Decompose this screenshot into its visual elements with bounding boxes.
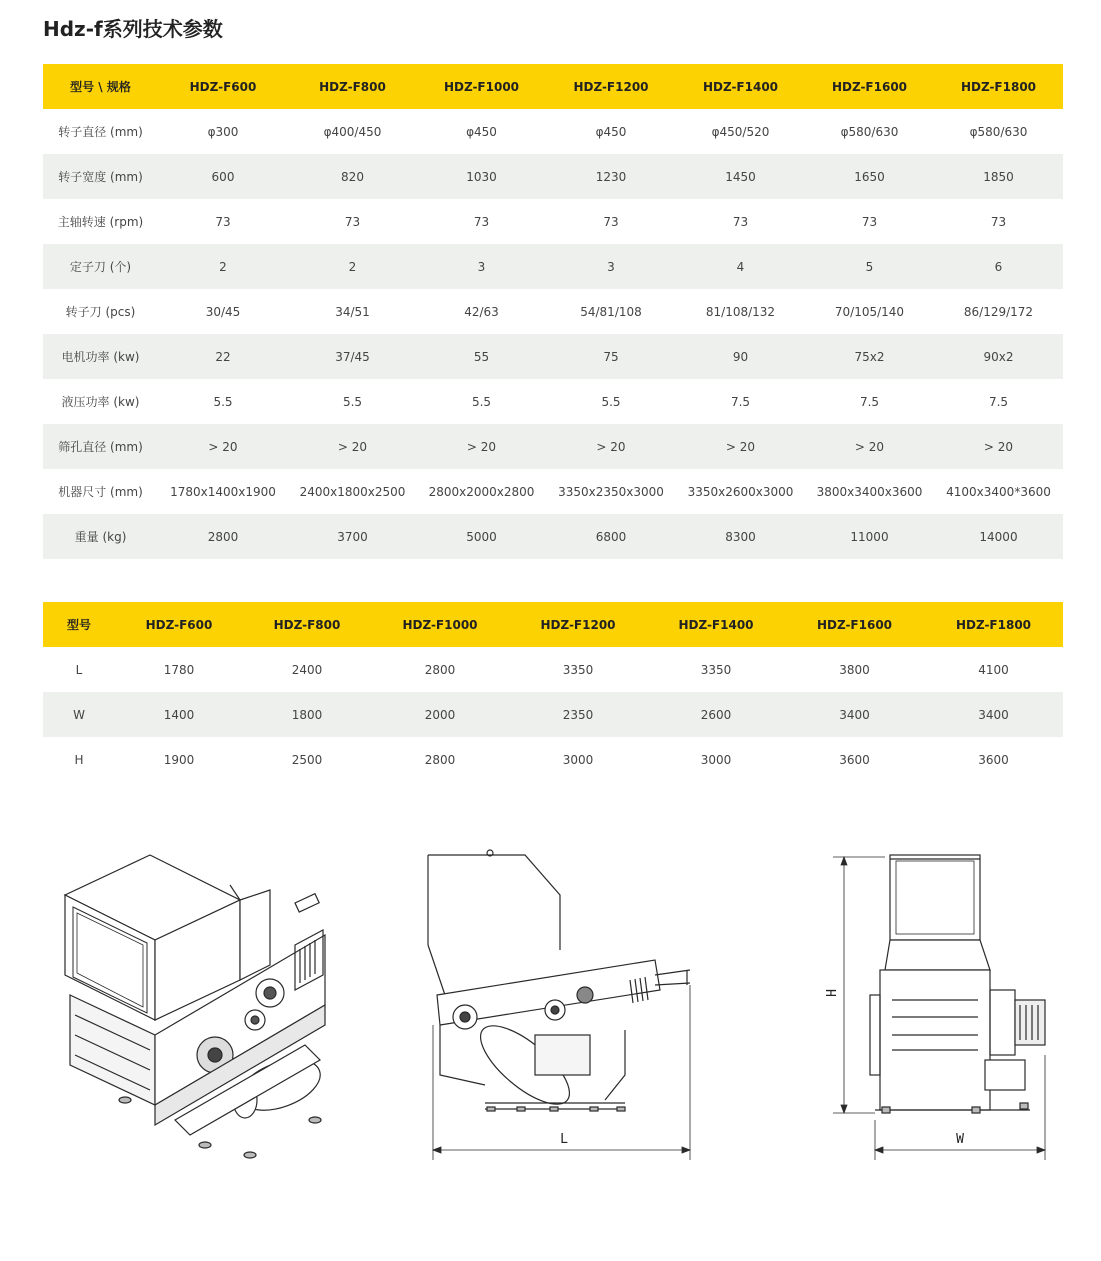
value-cell: 1650 [805,154,934,199]
dimension-header-model: HDZ-F600 [115,602,243,647]
spec-header-label: 型号 \ 规格 [43,64,158,109]
table-row [43,469,1063,514]
row-label-cell: W [43,692,115,737]
value-cell: 1780 [163,662,195,677]
value-cell: 73 [344,214,361,229]
spec-header-model: HDZ-F800 [288,64,417,109]
value-cell: 73 [603,214,619,229]
value-cell: 3400 [785,692,924,737]
value-cell: 2800 [158,514,288,559]
value-cell: > 20 [158,424,288,469]
value-cell: 2400 [291,662,323,677]
value-cell: 1400 [115,692,243,737]
row-label-cell: 定子刀 (个) [43,244,158,289]
value-cell: 5.5 [213,394,233,409]
value-cell: 2800x2000x2800 [428,484,535,499]
value-cell: 2 [158,244,288,289]
value-cell: φ450 [595,124,627,139]
value-cell: 75x2 [805,334,934,379]
value-cell: 2800 [424,752,456,767]
value-cell: 2600 [647,692,785,737]
length-dimension-label: L [560,1132,568,1147]
value-cell: 5000 [417,514,546,559]
machine-side-drawing [425,845,700,1165]
row-label-cell: 转子直径 (mm) [58,125,143,139]
table-row [43,199,1063,244]
value-cell: 1780x1400x1900 [170,484,276,499]
value-cell: > 20 [546,424,676,469]
spec-header-model: HDZ-F600 [158,64,288,109]
value-cell: 3350 [700,662,732,677]
value-cell: 2800 [424,662,456,677]
dimension-table [43,602,1063,782]
value-cell: 22 [158,334,288,379]
value-cell: > 20 [934,424,1063,469]
value-cell: 600 [158,154,288,199]
machine-front-drawing [825,845,1050,1165]
table-row [43,244,1063,289]
value-cell: > 20 [417,424,546,469]
value-cell: 1850 [934,154,1063,199]
row-label-cell: L [75,662,83,677]
value-cell: φ450 [466,124,497,139]
value-cell: 1800 [243,692,371,737]
value-cell: 73 [215,214,231,229]
value-cell: 5.5 [471,394,492,409]
spec-header-model: HDZ-F1800 [934,64,1063,109]
table-row [43,692,1063,737]
value-cell: φ400/450 [323,124,382,139]
value-cell: 3800x3400x3600 [816,484,923,499]
spec-header-model: HDZ-F1400 [676,64,805,109]
value-cell: 3 [417,244,546,289]
table-row [43,109,1063,154]
value-cell: φ450/520 [711,124,770,139]
machine-isometric-drawing [55,845,335,1165]
value-cell: > 20 [805,424,934,469]
value-cell: 30/45 [205,304,241,319]
row-label-cell: 筛孔直径 (mm) [43,424,158,469]
dimension-header-model: HDZ-F800 [243,602,371,647]
value-cell: 2350 [509,692,647,737]
table-row [43,379,1063,424]
value-cell: 37/45 [288,334,417,379]
width-dimension-label: W [956,1132,964,1147]
value-cell: 3800 [839,662,870,677]
value-cell: 75 [546,334,676,379]
value-cell: 81/108/132 [705,304,776,319]
value-cell: 3600 [839,752,870,767]
value-cell: 2 [288,244,417,289]
value-cell: 2000 [371,692,509,737]
row-label-cell: 转子宽度 (mm) [43,154,158,199]
value-cell: 3400 [924,692,1063,737]
dimension-header-label: 型号 [43,602,115,647]
value-cell: 3 [546,244,676,289]
table-row [43,334,1063,379]
value-cell: 5.5 [601,394,621,409]
row-label-cell: 机器尺寸 (mm) [58,485,143,499]
value-cell: 4 [676,244,805,289]
spec-table [43,64,1063,559]
value-cell: 14000 [934,514,1063,559]
value-cell: 6800 [546,514,676,559]
value-cell: 1230 [546,154,676,199]
value-cell: 1900 [163,752,195,767]
value-cell: 90 [676,334,805,379]
table-row [43,737,1063,782]
value-cell: 3350 [562,662,594,677]
value-cell: 7.5 [730,394,751,409]
dimension-header-model: HDZ-F1400 [647,602,785,647]
value-cell: 54/81/108 [580,304,642,319]
spec-header-model: HDZ-F1200 [546,64,676,109]
row-label-cell: 主轴转速 (rpm) [57,215,144,229]
value-cell: 6 [934,244,1063,289]
row-label-cell: H [74,752,84,767]
value-cell: 73 [990,214,1007,229]
value-cell: 7.5 [859,394,880,409]
value-cell: 55 [417,334,546,379]
value-cell: 4100 [978,662,1009,677]
row-label-cell: 电机功率 (kw) [43,334,158,379]
spec-header-model: HDZ-F1600 [805,64,934,109]
dimension-header-model: HDZ-F1000 [371,602,509,647]
value-cell: > 20 [288,424,417,469]
value-cell: 7.5 [988,394,1009,409]
value-cell: 3000 [700,752,732,767]
value-cell: 3350x2350x3000 [558,484,664,499]
row-label-cell: 重量 (kg) [43,514,158,559]
value-cell: 73 [473,214,490,229]
value-cell: 5.5 [342,394,363,409]
row-label-cell: 转子刀 (pcs) [65,305,136,319]
table-row [43,424,1063,469]
value-cell: 5 [805,244,934,289]
page-title: Hdz-f系列技术参数 [43,17,223,41]
value-cell: 3600 [978,752,1009,767]
dimension-header-model: HDZ-F1600 [785,602,924,647]
table-row [43,514,1063,559]
value-cell: φ580/630 [840,124,899,139]
value-cell: 2400x1800x2500 [299,484,406,499]
value-cell: 42/63 [464,304,499,319]
value-cell: φ300 [207,124,239,139]
value-cell: 4100x3400*3600 [946,484,1051,499]
value-cell: 8300 [676,514,805,559]
spec-header-model: HDZ-F1000 [417,64,546,109]
value-cell: 2500 [291,752,323,767]
value-cell: 34/51 [335,304,370,319]
value-cell: 90x2 [934,334,1063,379]
value-cell: φ580/630 [969,124,1028,139]
table-row [43,289,1063,334]
value-cell: 820 [288,154,417,199]
dimension-header-model: HDZ-F1200 [509,602,647,647]
value-cell: 3350x2600x3000 [687,484,794,499]
dimension-header-model: HDZ-F1800 [924,602,1063,647]
row-label-cell: 液压功率 (kw) [61,395,140,409]
dimension-table-header-row [43,602,1063,647]
value-cell: 73 [861,214,878,229]
table-row [43,154,1063,199]
height-dimension-label: H [825,989,840,997]
value-cell: 73 [732,214,749,229]
value-cell: 3000 [562,752,594,767]
value-cell: 1450 [676,154,805,199]
value-cell: 3700 [288,514,417,559]
value-cell: 11000 [805,514,934,559]
table-row [43,647,1063,692]
value-cell: 86/129/172 [963,304,1034,319]
spec-table-header-row [43,64,1063,109]
value-cell: > 20 [676,424,805,469]
value-cell: 1030 [417,154,546,199]
value-cell: 70/105/140 [834,304,905,319]
